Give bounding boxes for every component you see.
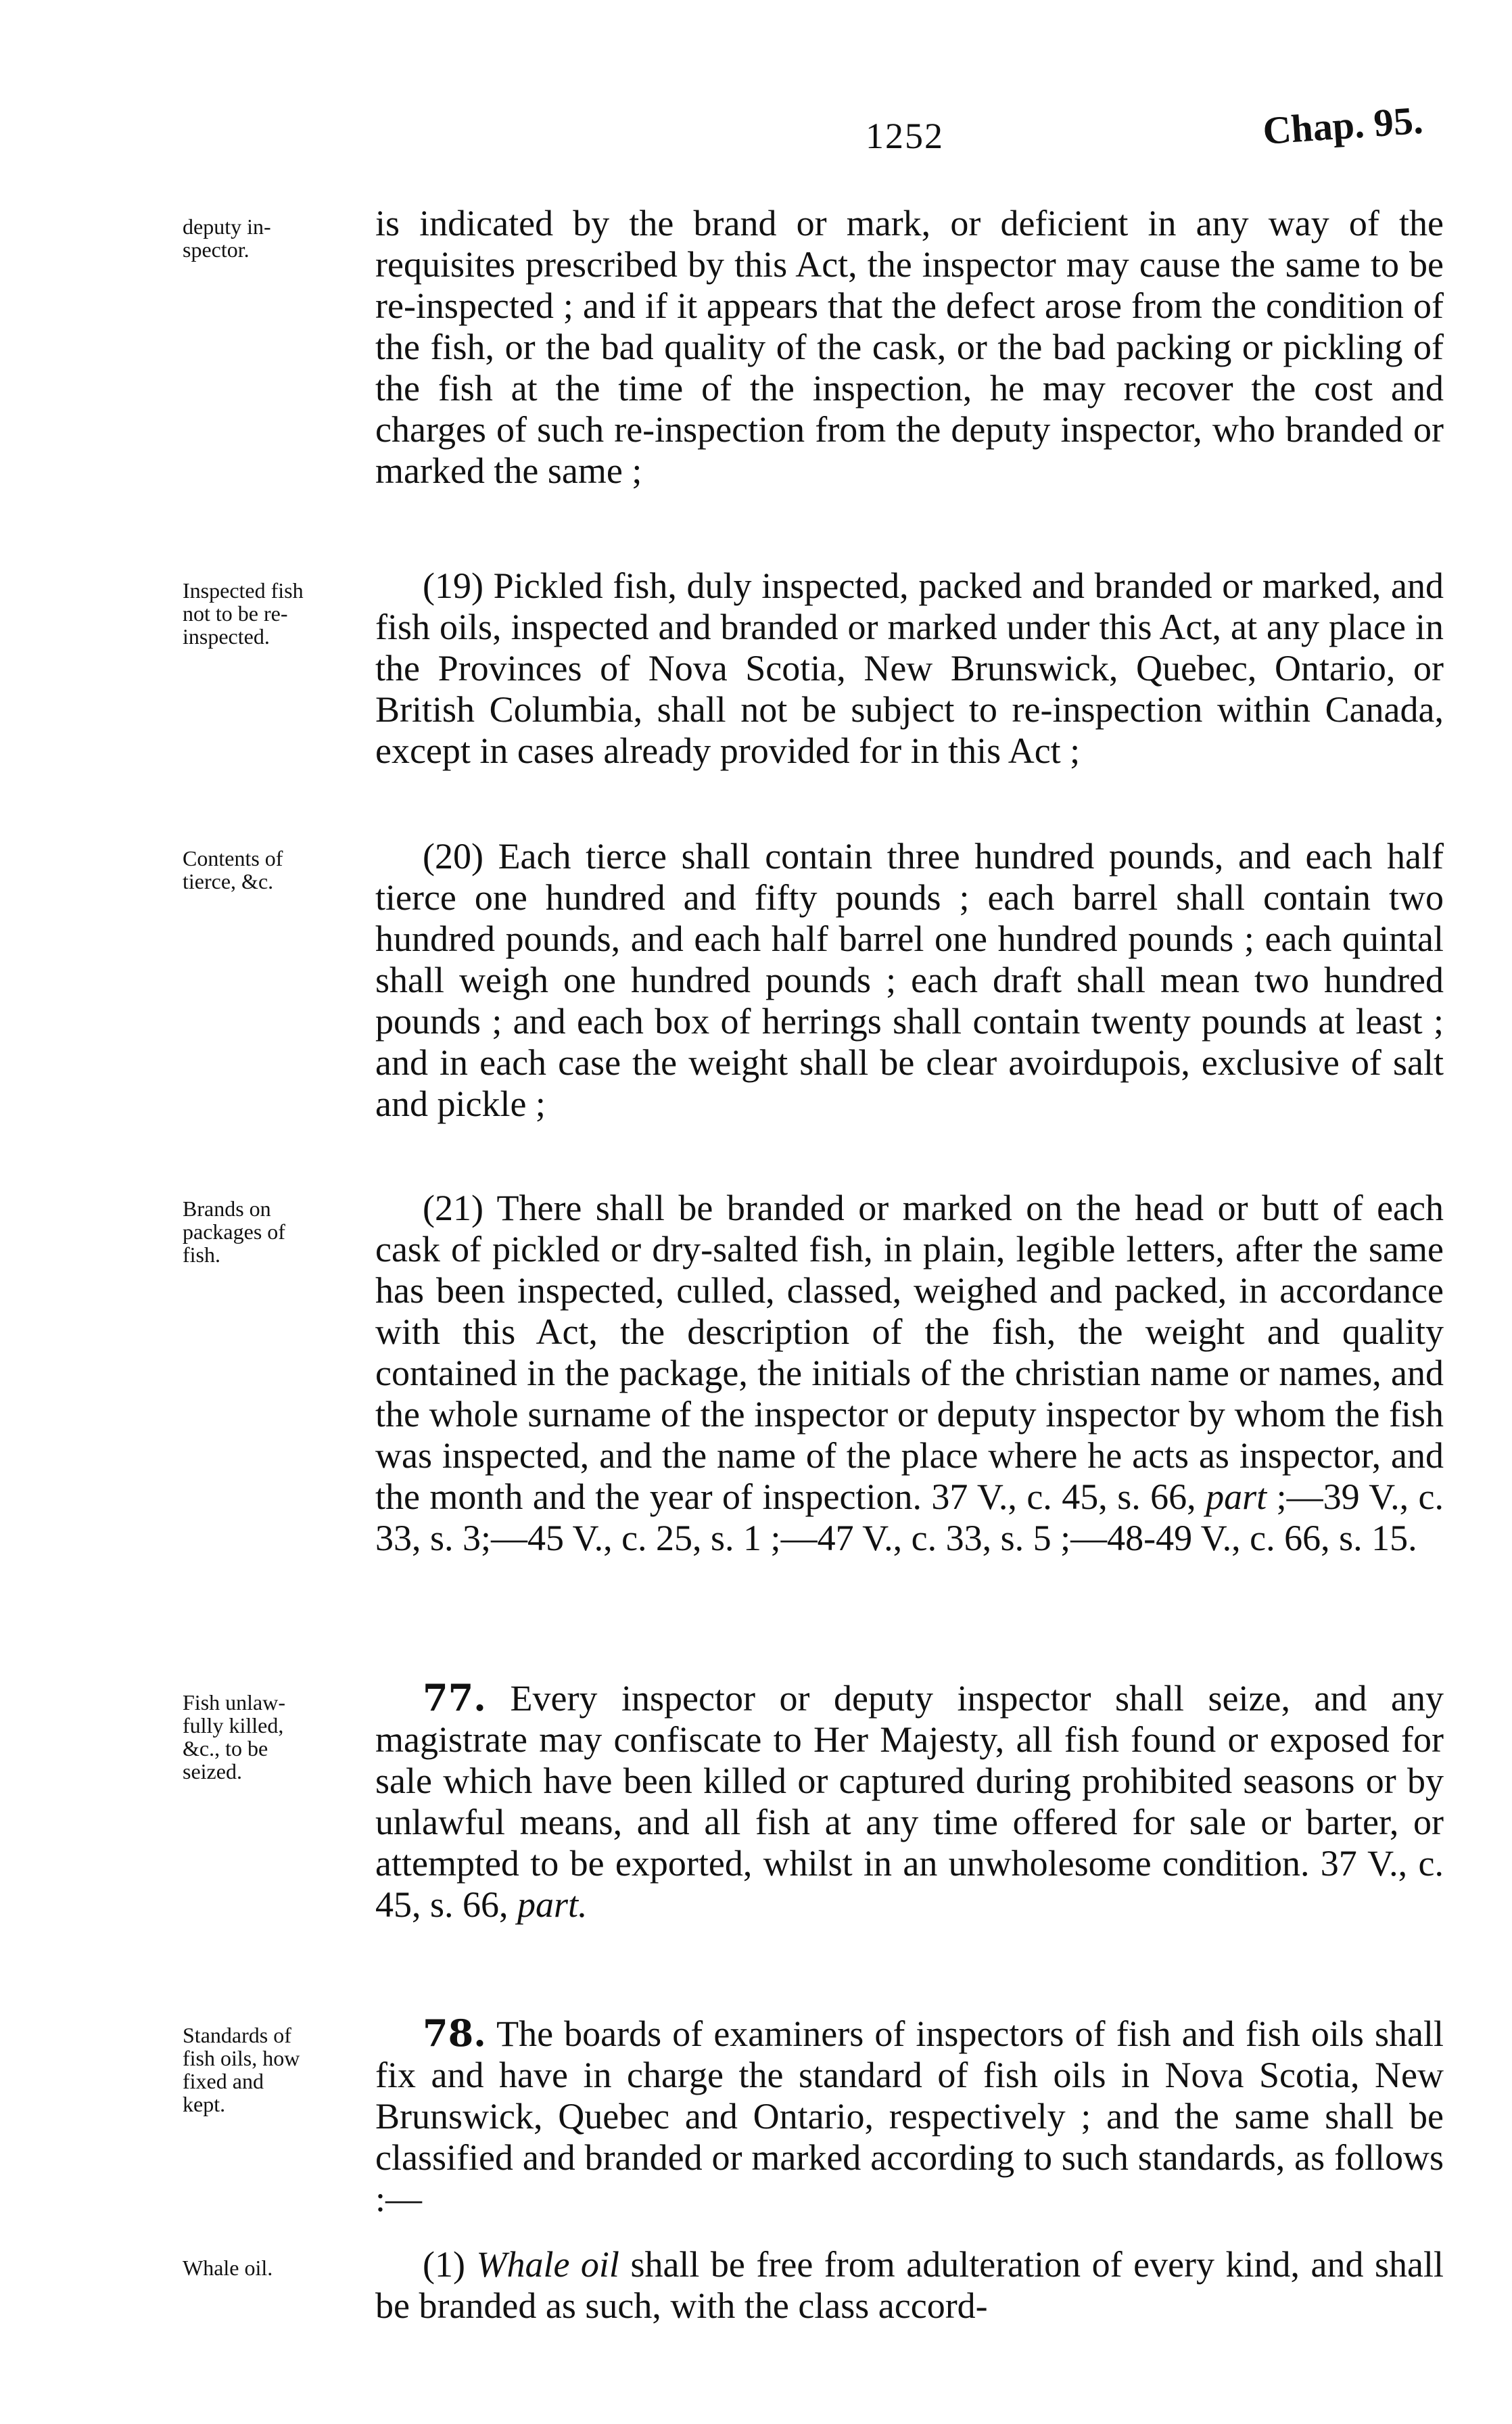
paragraph-text bbox=[375, 1188, 1444, 1559]
section-number: 78. bbox=[423, 2011, 486, 2055]
margin-note-fish-unlawfully-killed: Fish unlaw- fully killed, &c., to be seized. bbox=[183, 1690, 285, 1784]
section-77 bbox=[375, 1677, 1444, 1926]
subsection-number: (1) bbox=[423, 2244, 465, 2285]
paragraph-body: shall be free from adulteration of every kind, and shall be branded as such, with the class accord- bbox=[375, 2244, 1444, 2326]
citation-part: part. bbox=[517, 1884, 588, 1925]
margin-note-standards-of-fish-oils: Standards of fish oils, how fixed and kept. bbox=[183, 2023, 300, 2116]
margin-note-inspected-fish: Inspected fish not to be re- inspected. bbox=[183, 578, 304, 649]
paragraph-whale-oil bbox=[375, 2244, 1444, 2327]
paragraph-body: (21) There shall be branded or marked on the head or butt of each cask of pickled or dry-salted fish, in plain, legible letters, after the same has been inspected, culled, classed, weighed and packed, in accordance with this Act, the description of the fish, the weight and quality contained in the package, the initials of the christian name or names, and the whole surname of the inspector or deputy inspector by whom the fish was inspected, and the name of the place where he acts as inspector, and the month and the year of inspection. 37 V., c. 45, s. 66, bbox=[375, 1188, 1444, 1517]
paragraph-text bbox=[375, 2013, 1444, 2220]
citation-part: part bbox=[1206, 1476, 1267, 1517]
margin-note-contents-of-tierce: Contents of tierce, &c. bbox=[183, 846, 283, 893]
section-body: The boards of examiners of inspectors of fish and fish oils shall fix and have in charge the standard of fish oils in Nova Scotia, New Brunswick, Quebec and Ontario, respectively ; and the same shall be classified and branded or marked according to such standards, as follows :— bbox=[375, 2013, 1444, 2219]
page-header bbox=[0, 97, 1512, 162]
margin-note-deputy-inspector: deputy in- spector. bbox=[183, 214, 271, 262]
paragraph-21 bbox=[375, 1188, 1444, 1559]
chapter-heading: Chap. 95. bbox=[1261, 97, 1425, 154]
paragraph-text bbox=[375, 1677, 1444, 1926]
citation-tail: ;—39 V., c. 33, s. 3;—45 V., c. 25, s. 1 ;—47 V., c. 33, s. 5 ;—48-49 V., c. 66, s. 15. bbox=[375, 1476, 1444, 1558]
paragraph-deputy-inspector bbox=[375, 203, 1444, 492]
paragraph-19 bbox=[375, 565, 1444, 772]
paragraph-text: (19) Pickled fish, duly inspected, packed and branded or marked, and fish oils, inspected and branded or marked under this Act, at any place in the Provinces of Nova Scotia, New Brunswick, Quebec, Ontario, or British Columbia, shall not be subject to re-inspection within Canada, except in cases already provided for in this Act ; bbox=[375, 565, 1444, 771]
page-number: 1252 bbox=[866, 116, 944, 156]
margin-note-brands-on-packages: Brands on packages of fish. bbox=[183, 1196, 285, 1267]
paragraph-text: is indicated by the brand or mark, or deficient in any way of the requisites prescribed by this Act, the inspector may cause the same to be re-inspected ; and if it appears that the defect arose from the condition of the fish, or the bad quality of the cask, or the bad packing or pickling of the fish at the time of the inspection, he may recover the cost and charges of such re-inspection from the deputy inspector, who branded or marked the same ; bbox=[375, 203, 1444, 491]
paragraph-text bbox=[375, 2244, 1444, 2327]
paragraph-20 bbox=[375, 836, 1444, 1125]
term-whale-oil: Whale oil bbox=[476, 2244, 619, 2285]
paragraph-text: (20) Each tierce shall contain three hundred pounds, and each half tierce one hundred and fifty pounds ; each barrel shall contain two hundred pounds, and each half barrel one hundred pounds ; each quintal shall weigh one hundred pounds ; each draft shall mean two hundred pounds ; and each box of herrings shall contain twenty pounds at least ; and in each case the weight shall be clear avoirdupois, exclusive of salt and pickle ; bbox=[375, 836, 1444, 1124]
section-number: 77. bbox=[423, 1676, 486, 1719]
margin-note-whale-oil: Whale oil. bbox=[183, 2256, 273, 2280]
section-78 bbox=[375, 2013, 1444, 2220]
section-body: Every inspector or deputy inspector shall seize, and any magistrate may confiscate to Her Majesty, all fish found or exposed for sale which have been killed or captured during prohibited seasons or by unlawful means, and all fish at any time offered for sale or barter, or attempted to be exported, whilst in an unwholesome condition. 37 V., c. 45, s. 66, bbox=[375, 1678, 1444, 1925]
